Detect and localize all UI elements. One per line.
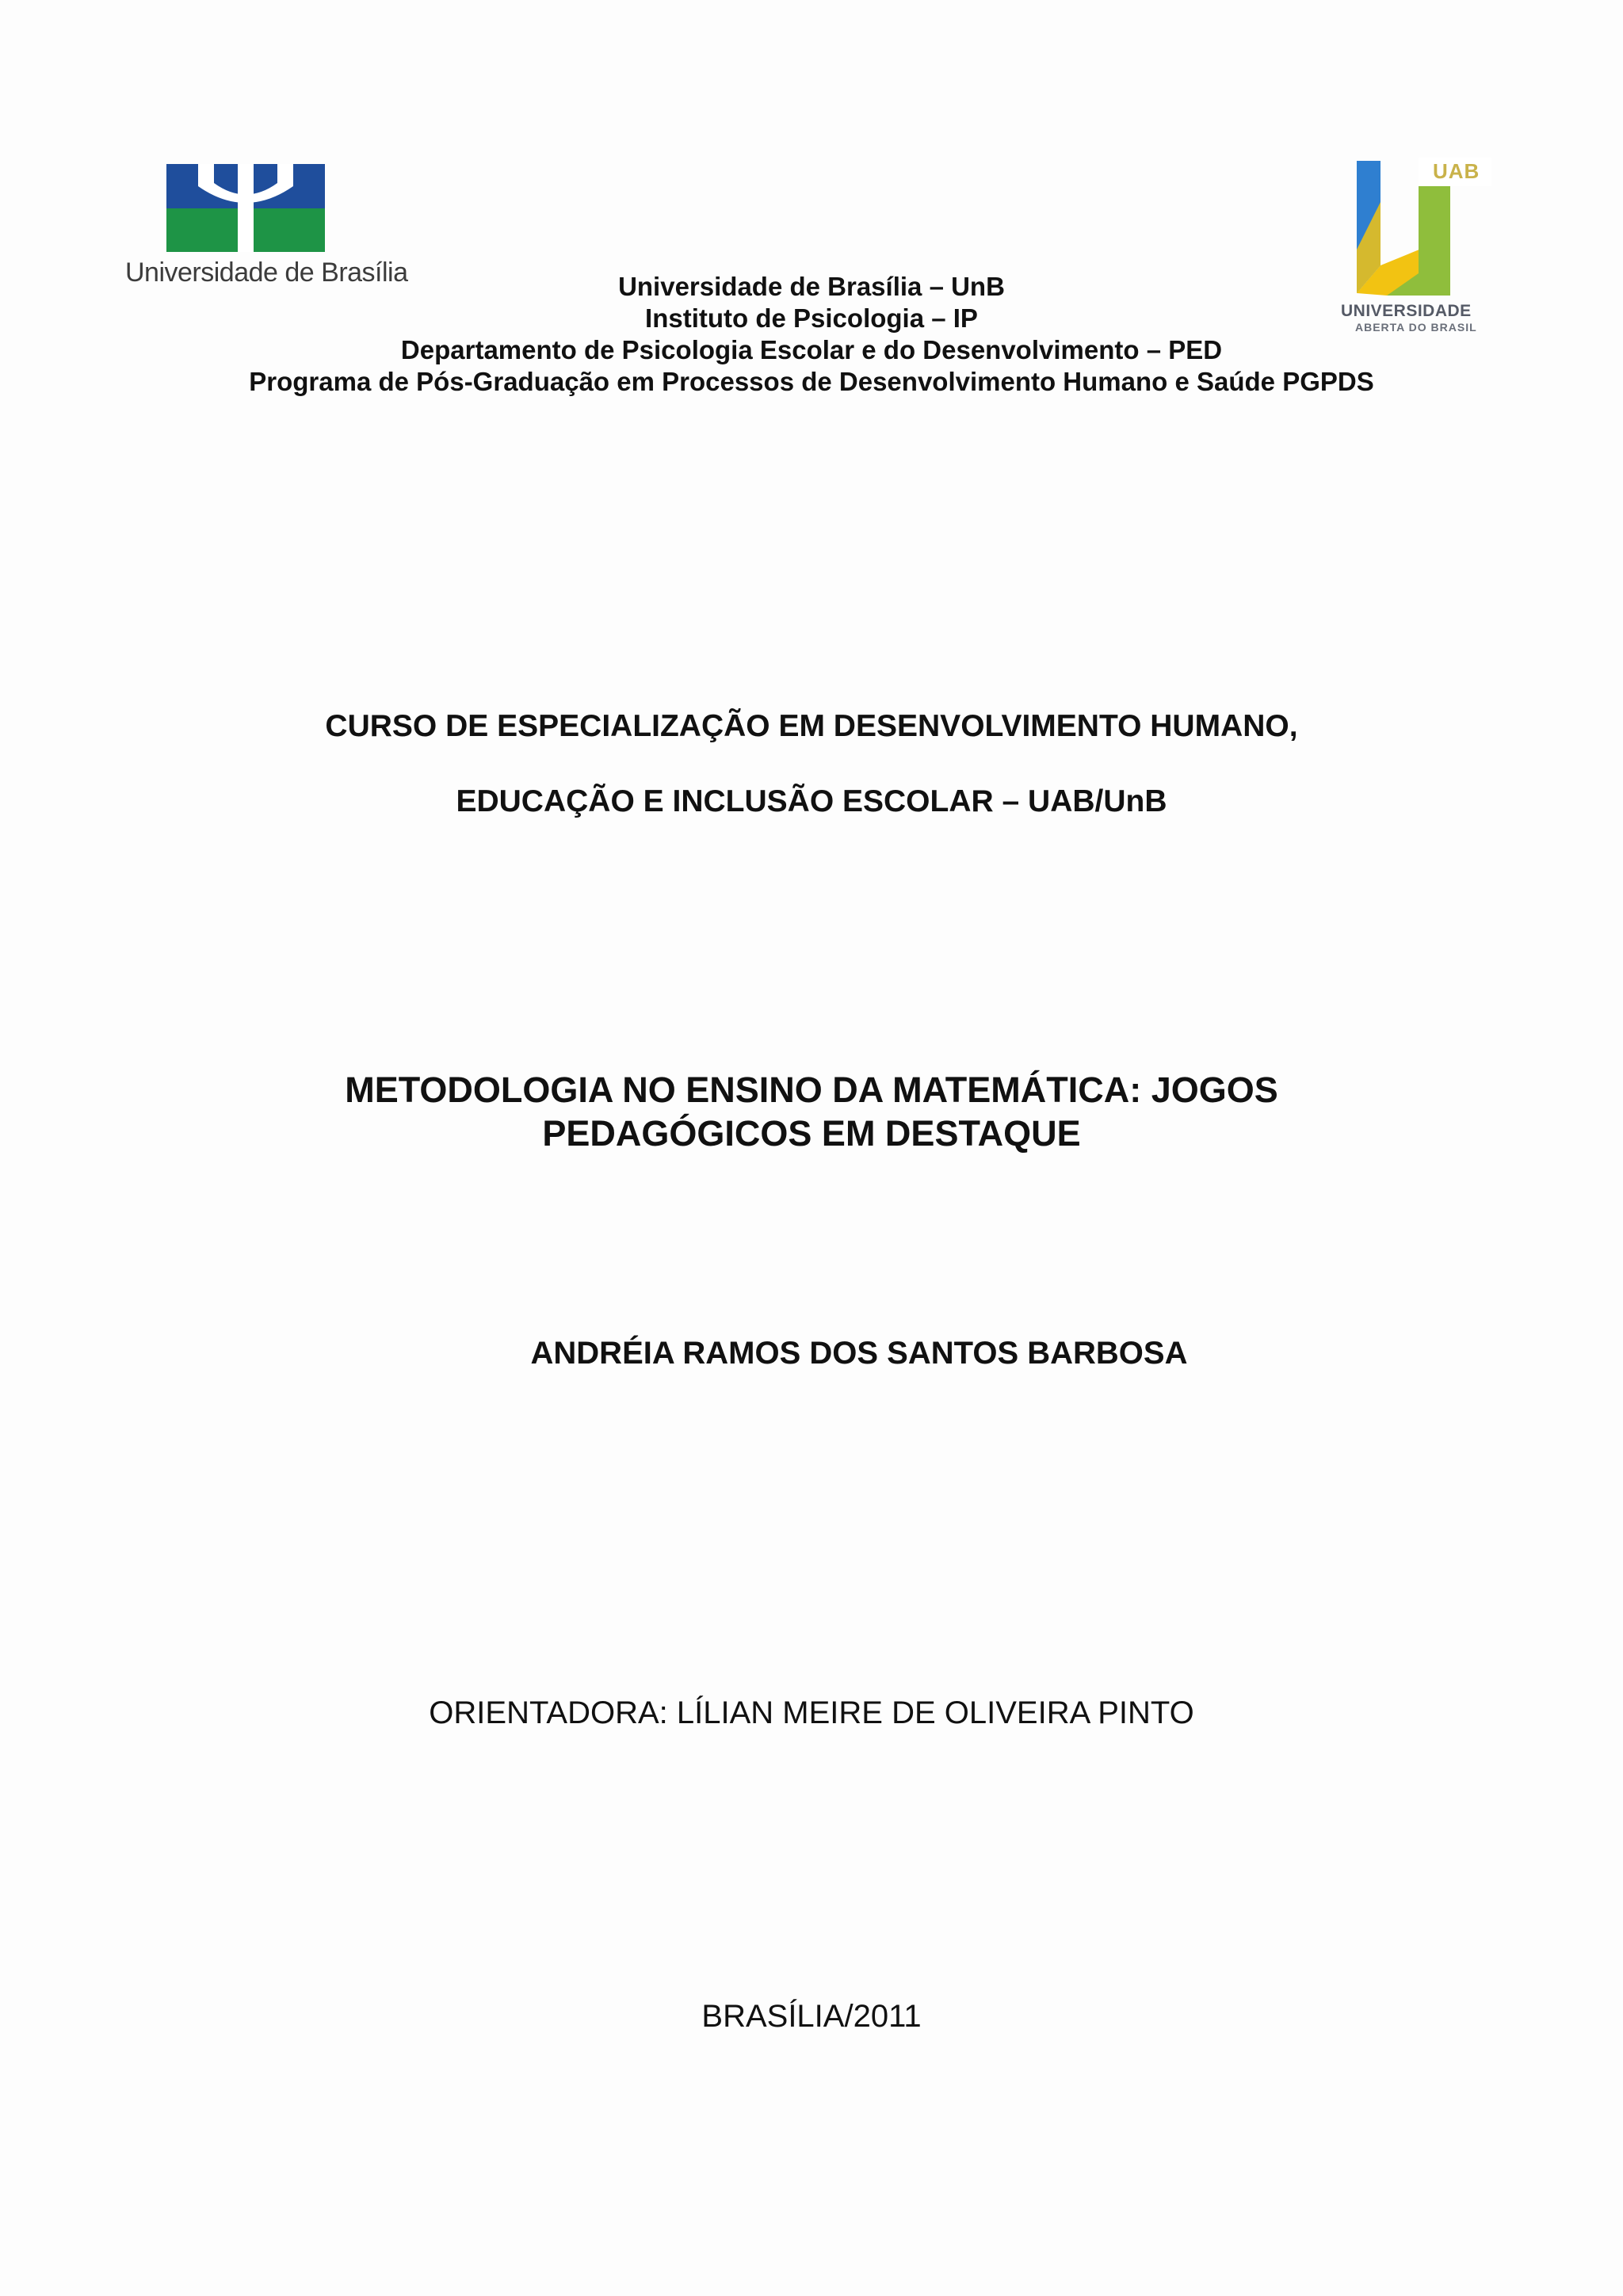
course-line-1: CURSO DE ESPECIALIZAÇÃO EM DESENVOLVIMENTO HUMANO, <box>325 709 1298 743</box>
uab-logo-subtitle: ABERTA DO BRASIL <box>1355 321 1477 334</box>
uab-logo-word: UNIVERSIDADE <box>1341 302 1472 320</box>
course-line-2: EDUCAÇÃO E INCLUSÃO ESCOLAR – UAB/UnB <box>456 784 1167 818</box>
unb-logo-caption: Universidade de Brasília <box>125 257 408 288</box>
unb-logo-mark <box>119 162 333 254</box>
header-line-institute: Instituto de Psicologia – IP <box>645 303 978 333</box>
institution-header <box>0 271 1623 398</box>
document-title-line-2: PEDAGÓGICOS EM DESTAQUE <box>542 1113 1081 1154</box>
document-title-line-1: METODOLOGIA NO ENSINO DA MATEMÁTICA: JOGOS <box>345 1070 1278 1110</box>
advisor-name: ORIENTADORA: LÍLIAN MEIRE DE OLIVEIRA PINTO <box>429 1695 1194 1730</box>
header-line-program: Programa de Pós-Graduação em Processos de Desenvolvimento Humano e Saúde PGPDS <box>249 367 1374 396</box>
author-name: ANDRÉIA RAMOS DOS SANTOS BARBOSA <box>530 1336 1188 1371</box>
place-year: BRASÍLIA/2011 <box>701 1999 922 2034</box>
header-line-university: Universidade de Brasília – UnB <box>618 272 1005 301</box>
uab-logo-letters: UAB <box>1433 159 1480 183</box>
header-line-department: Departamento de Psicologia Escolar e do Desenvolvimento – PED <box>400 335 1223 364</box>
